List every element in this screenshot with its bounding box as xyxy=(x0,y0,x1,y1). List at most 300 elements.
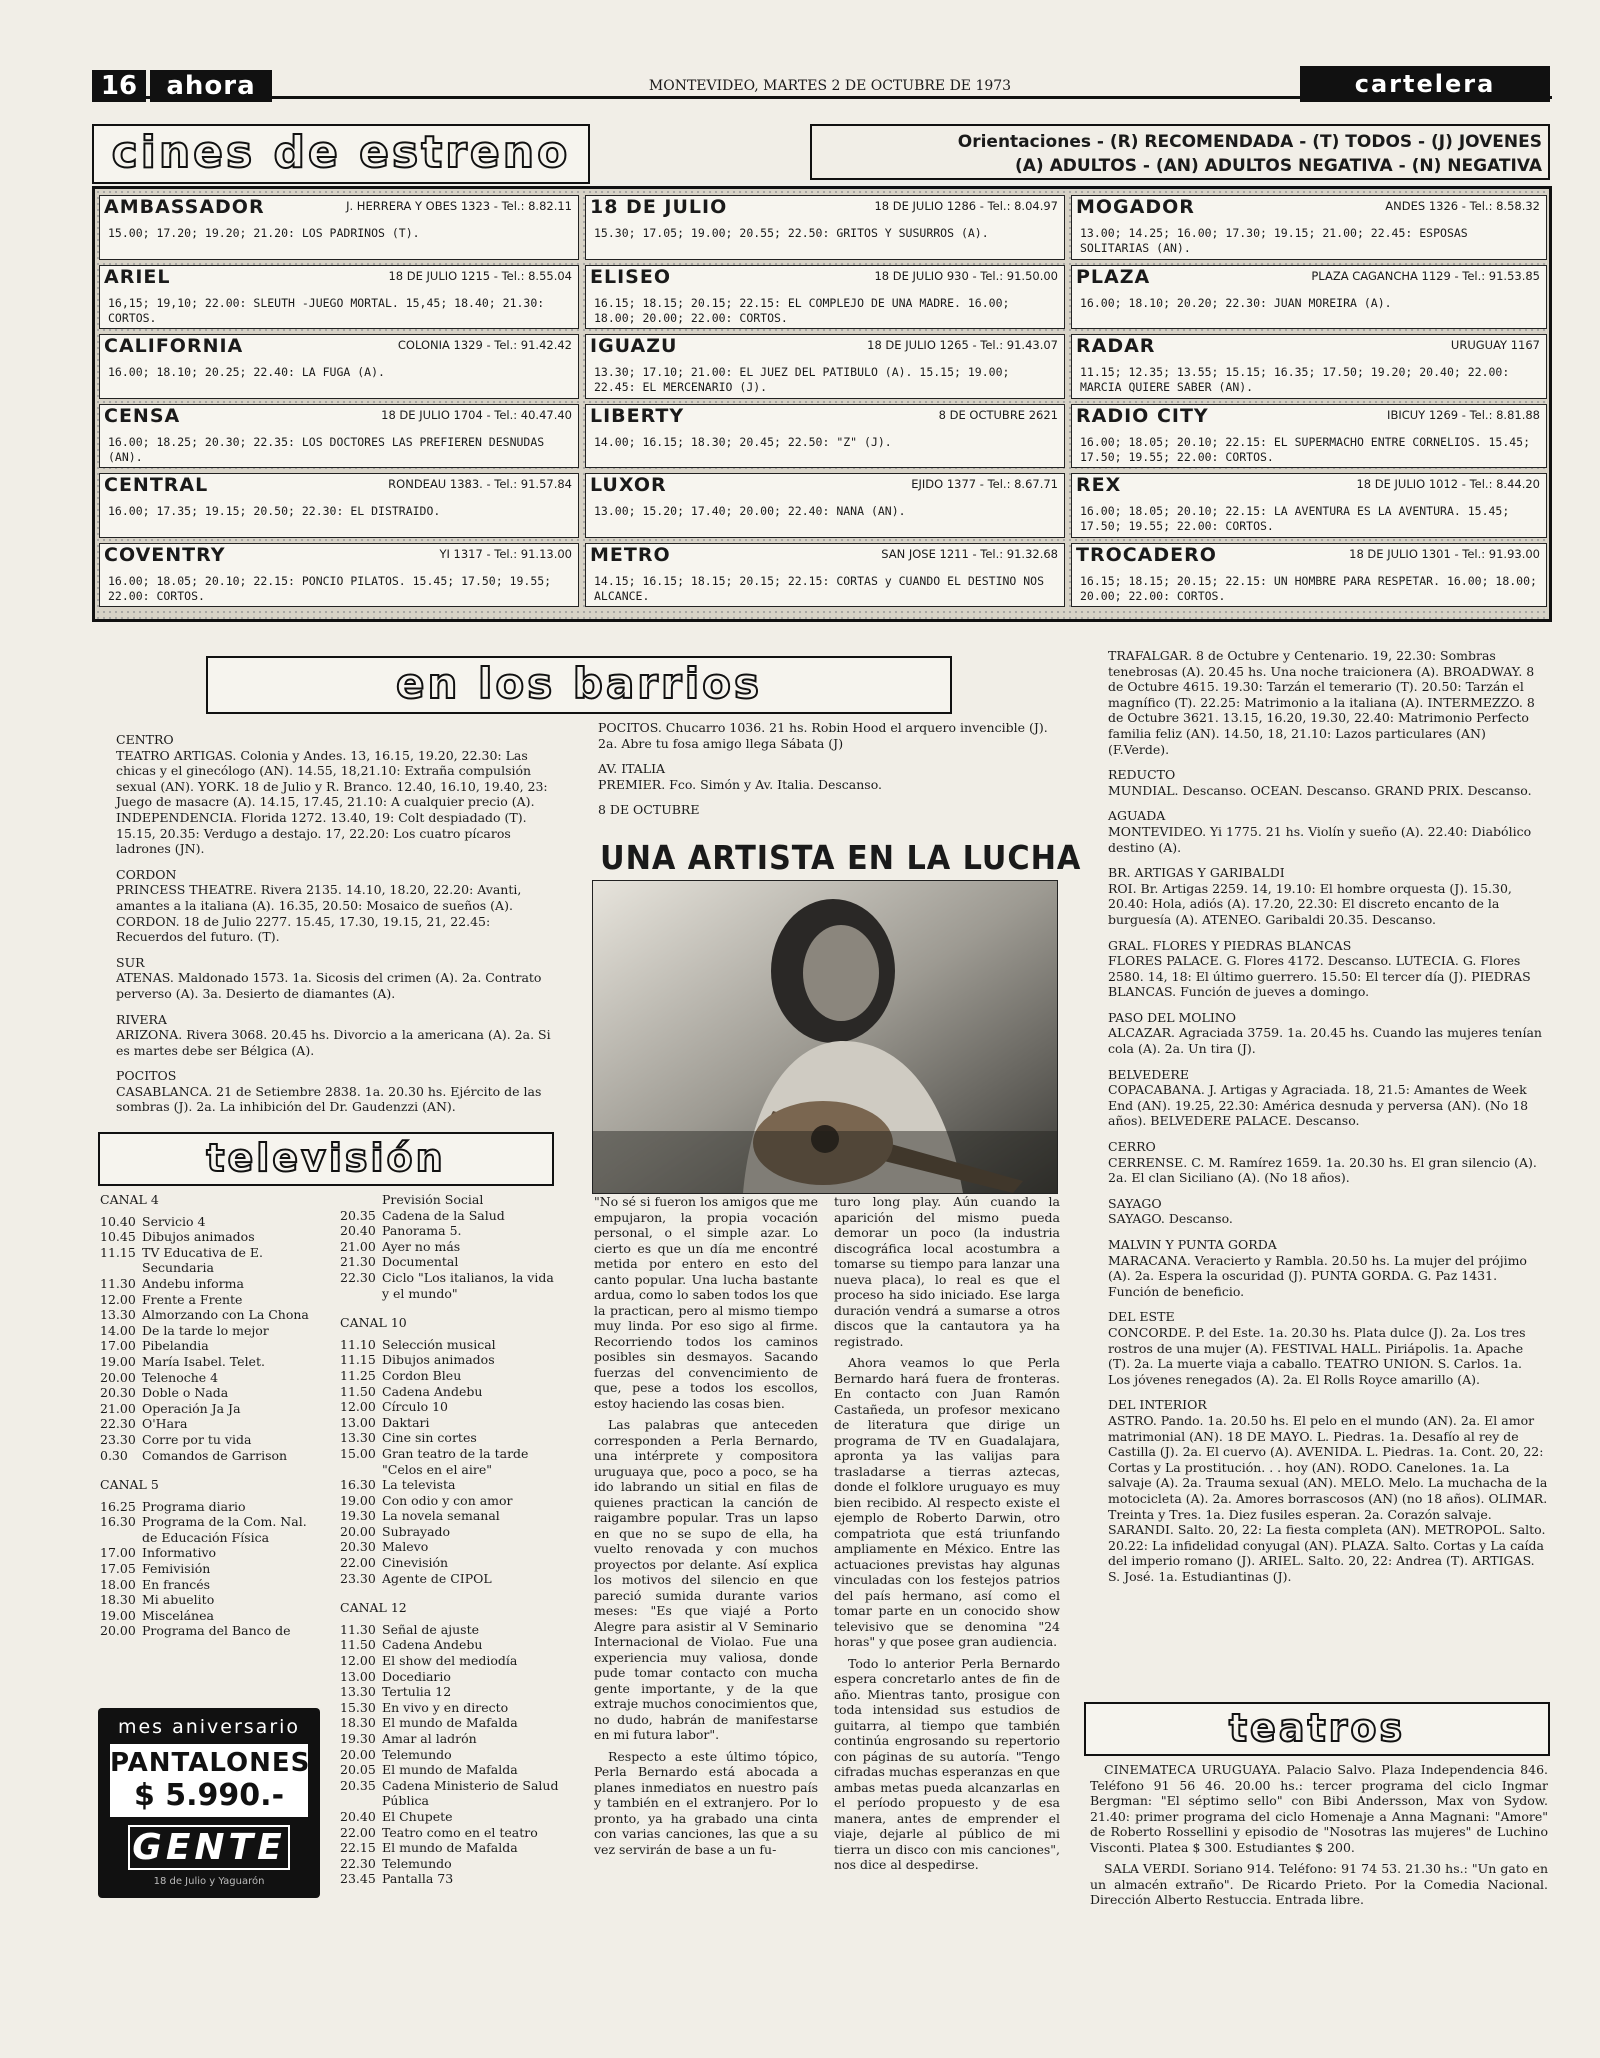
cine-address: IBICUY 1269 - Tel.: 8.81.88 xyxy=(1387,407,1540,422)
barrios-middle-column xyxy=(598,720,1062,818)
tv-program: Gran teatro de la tarde "Celos en el aire" xyxy=(382,1445,529,1477)
cine-schedule: 14.15; 16.15; 18.15; 20.15; 22.15: CORTAS y CUANDO EL DESTINO NOS ALCANCE. xyxy=(594,573,1045,603)
cine-name: 18 DE JULIO xyxy=(590,196,728,218)
tv-program: Telemundo xyxy=(382,1855,452,1871)
ad-footer: 18 de Julio y Yaguarón xyxy=(153,1876,265,1887)
tv-time: 12.00 xyxy=(340,1399,376,1415)
tv-program: Servicio 4 xyxy=(142,1213,206,1229)
tv-program: Cine sin cortes xyxy=(382,1430,477,1446)
cine-listing xyxy=(1071,195,1547,260)
tv-program: Mi abuelito xyxy=(142,1592,215,1608)
ad-item: PANTALONES xyxy=(110,1748,311,1778)
cine-listing xyxy=(1071,473,1547,538)
tv-program: El show del mediodía xyxy=(382,1653,518,1669)
tv-time: 22.30 xyxy=(340,1269,376,1285)
tv-program: Previsión Social xyxy=(382,1192,484,1207)
tv-time: 20.40 xyxy=(340,1808,376,1824)
tv-program: Señal de ajuste xyxy=(382,1621,480,1637)
tv-program: Cordon Bleu xyxy=(382,1367,462,1383)
barrio-heading: SAYAGO xyxy=(1108,1195,1162,1211)
cine-schedule: 16.00; 18.10; 20.25; 22.40: LA FUGA (A). xyxy=(108,365,385,379)
tv-program: Miscelánea xyxy=(142,1607,214,1623)
cine-schedule: 16.00; 18.10; 20.20; 22.30: JUAN MOREIRA (A). xyxy=(1080,295,1392,310)
tv-time: 19.30 xyxy=(340,1731,376,1746)
tv-program-row xyxy=(340,1384,560,1400)
tv-program: Programa del Banco de xyxy=(142,1623,291,1639)
tv-program-row xyxy=(340,1571,560,1587)
barrio-heading: MALVIN Y PUNTA GORDA xyxy=(1108,1237,1277,1252)
tv-time: 11.15 xyxy=(100,1244,136,1260)
tv-program-row xyxy=(100,1432,322,1448)
tv-time: 16.30 xyxy=(100,1514,136,1530)
article-paragraph: Las palabras que anteceden corresponden a Perla Bernardo, una intérprete y compositora uruguaya que, poco a poco, se ha ido labrando un sitial en filas de quienes practican la canción de raigambre popular. Tras un lapso en que no se supo de ella, ha vuelto renovada y con muchos proyectos por delante. Así explica los motivos del silencio en que pareció sumida durante varios meses: "Es que viajé a Porto Alegre para asistir al V Seminario Internacional de Violao. Fue una experiencia muy valiosa, donde pude tomar contacto con mucha gente importante, y de la que extraje muchos conocimientos que, no dudo, habrán de manifestarse en mi futura labor". xyxy=(594,1417,818,1742)
cine-listing xyxy=(99,195,579,260)
tv-time: 11.15 xyxy=(340,1352,376,1368)
section-tag: cartelera xyxy=(1300,66,1550,102)
barrio-listing: CERRENSE. C. M. Ramírez 1659. 1a. 20.30 hs. El gran silencio (A). 2a. El clan Siciliano (A). (No 18 años). xyxy=(1108,1154,1537,1186)
tv-time: 22.00 xyxy=(340,1824,376,1840)
barrio-listing: ATENAS. Maldonado 1573. 1a. Sicosis del crimen (A). 2a. Contrato perverso (A). 3a. Desierto de diamantes (A). xyxy=(116,970,542,1001)
tv-program-row xyxy=(340,1508,560,1524)
tv-program-row xyxy=(340,1669,560,1685)
article-paragraph: turo long play. Aún cuando la aparición del mismo pueda demorar un poco (la industria discográfica local acostumbra a tomarse su tiempo para lanzar una nueva placa), lo real es que el proceso ha sido iniciado. Ese larga duración vendrá a sumarse a otros discos que la cantautora ya ha registrado. xyxy=(834,1194,1060,1349)
tv-program: Comandos de Garrison xyxy=(142,1447,288,1463)
tv-time: 20.40 xyxy=(340,1223,376,1239)
ad-brand: GENTE xyxy=(128,1825,290,1870)
tv-program: Círculo 10 xyxy=(382,1399,448,1415)
tv-time: 11.10 xyxy=(340,1336,376,1352)
tv-program: Subrayado xyxy=(382,1523,451,1539)
tv-program: Tertulia 12 xyxy=(382,1684,452,1700)
tv-program-row xyxy=(100,1416,322,1432)
tv-program: Teatro como en el teatro xyxy=(382,1824,538,1840)
tv-program-row xyxy=(340,1731,560,1747)
tv-time: 23.30 xyxy=(100,1431,136,1447)
cine-address: URUGUAY 1167 xyxy=(1450,338,1540,352)
cine-name: LUXOR xyxy=(590,474,667,496)
barrio-heading: DEL ESTE xyxy=(1108,1309,1175,1325)
cines-title: cines de estreno xyxy=(92,124,590,184)
cine-name: AMBASSADOR xyxy=(104,196,265,218)
tv-time: 22.30 xyxy=(100,1416,136,1432)
tv-program: TV Educativa de E. Secundaria xyxy=(142,1244,263,1276)
tv-time: 10.40 xyxy=(100,1213,136,1229)
tv-time: 21.00 xyxy=(340,1238,376,1254)
tv-time: 17.05 xyxy=(100,1561,136,1577)
barrios-right-column xyxy=(1108,648,1548,1584)
tv-time: 20.35 xyxy=(340,1777,376,1793)
woman-with-guitar-image xyxy=(593,881,1057,1193)
teatro-listing: SALA VERDI. Soriano 914. Teléfono: 91 74 53. 21.30 hs.: "Un gato en un almacén extraño". De Ricardo Prieto. Por la Comedia Nacional. Dirección Alberto Restuccia. Entrada libre. xyxy=(1090,1861,1548,1907)
barrio-listing: POCITOS. Chucarro 1036. 21 hs. Robin Hood el arquero invencible (J). 2a. Abre tu fosa amigo llega Sábata (J) xyxy=(598,720,1048,751)
teatros-body xyxy=(1090,1762,1548,1914)
cine-schedule: 16.00; 18.05; 20.10; 22.15: PONCIO PILATOS. 15.45; 17.50; 19.55; 22.00: CORTOS. xyxy=(108,573,552,603)
barrio-listing: CASABLANCA. 21 de Setiembre 2838. 1a. 20.30 hs. Ejército de las sombras (J). 2a. La inhibición del Dr. Gaudenzzi (AN). xyxy=(116,1083,542,1115)
tv-time: 20.00 xyxy=(340,1746,376,1762)
barrio-listing: TRAFALGAR. 8 de Octubre y Centenario. 19, 22.30: Sombras tenebrosas (A). 20.45 hs. Una noche traicionera (A). BROADWAY. 8 de Octubre 4615. 19.30: Tarzán el temerario (T). 20.50: Tarzán el magnífico (T). 22.25: Matrimonio a la italiana (A). INTERMEZZO. 8 de Octubre 3621. 13.15, 16.20, 19.30, 22.40: Matrimonio Perfecto familia feliz (AN). 14.50, 18, 21.10: Lazos particulares (AN) (F.Verde). xyxy=(1108,648,1535,757)
tv-time: 10.45 xyxy=(100,1229,136,1245)
cine-listing xyxy=(585,404,1065,469)
cine-schedule: 16.00; 18.05; 20.10; 22.15: LA AVENTURA ES LA AVENTURA. 15.45; 17.50; 19.55; 22.00: CORTOS. xyxy=(1080,504,1510,533)
tv-time: 18.30 xyxy=(340,1715,376,1731)
barrio-heading: POCITOS xyxy=(116,1068,177,1084)
tv-program-row xyxy=(340,1415,560,1431)
article-paragraph: Todo lo anterior Perla Bernardo espera concretarlo antes de fin de año. Mientras tanto, prosigue con toda intensidad sus estudios de guitarra, al tiempo que también continúa engrosando su repertorio con páginas de su autoría. "Tengo cifradas muchas esperanzas en que ambas metas pueda alcanzarlas en el período propuesto y de esa manera, antes de emprender el viaje, dejarle al público de mi tierra un disco con mis canciones", nos dice al despedirse. xyxy=(834,1655,1060,1872)
cine-schedule: 16.15; 18.15; 20.15; 22.15: UN HOMBRE PARA RESPETAR. 16.00; 18.00; 20.00; 22.00: CORTOS. xyxy=(1080,573,1537,603)
tv-program: Femivisión xyxy=(142,1561,211,1577)
tv-program-row xyxy=(340,1446,560,1477)
tv-program-row xyxy=(100,1608,322,1624)
cine-address: 8 DE OCTUBRE 2621 xyxy=(938,407,1058,422)
barrio-heading: CORDON xyxy=(116,866,177,882)
tv-program-row xyxy=(340,1192,560,1208)
tv-program-row xyxy=(100,1448,322,1464)
tv-program: Operación Ja Ja xyxy=(142,1400,241,1416)
cine-name: CENSA xyxy=(104,404,181,427)
cine-schedule: 14.00; 16.15; 18.30; 20.45; 22.50: "Z" (J). xyxy=(594,434,892,449)
cine-listing xyxy=(1071,334,1547,399)
tv-time: 21.00 xyxy=(100,1400,136,1416)
tv-program-row xyxy=(100,1354,322,1370)
barrio-heading: BELVEDERE xyxy=(1108,1066,1189,1082)
barrio-heading: GRAL. FLORES Y PIEDRAS BLANCAS xyxy=(1108,937,1352,953)
tv-program-row xyxy=(340,1208,560,1224)
cine-listing xyxy=(585,334,1065,399)
tv-time: 23.30 xyxy=(340,1570,376,1586)
tv-program: Agente de CIPOL xyxy=(382,1570,492,1586)
tv-program: Informativo xyxy=(142,1545,217,1561)
tv-program-row xyxy=(340,1715,560,1731)
tv-title: televisión xyxy=(98,1132,554,1186)
tv-program: Cadena Ministerio de Salud Pública xyxy=(382,1777,559,1809)
barrio-listing: MARACANA. Veracierto y Rambla. 20.50 hs. La mujer del prójimo (A). 2a. Espera la oscuridad (J). PUNTA GORDA. G. Paz 1431. Función de beneficio. xyxy=(1108,1252,1527,1299)
article-paragraph: Ahora veamos lo que Perla Bernardo hará fuera de fronteras. En contacto con Juan Ramón Castañeda, un profesor mexicano de literatura que dirige un programa de TV en Guadalajara, apronta ya las valijas para trasladarse a tierras aztecas, donde el folklore uruguayo es muy bien recibido. Al respecto existe el ejemplo de Roberto Darwin, otro compatriota que está triunfando ampliamente en México. Entre las actuaciones previstas hay algunas vinculadas con los festejos patrios del país hermano, así como el tomar parte en un conocido show televisivo que se denomina "24 horas" y que posee gran audiencia. xyxy=(834,1355,1060,1649)
cine-name: CALIFORNIA xyxy=(104,335,244,357)
tv-time: 11.25 xyxy=(340,1367,376,1383)
tv-program: El mundo de Mafalda xyxy=(382,1840,518,1856)
barrio-listing: PRINCESS THEATRE. Rivera 2135. 14.10, 18.20, 22.20: Avanti, amantes a la italiana (A). 16.35, 20.50: Mosaico de sueños (A). CORDON. 18 de Julio 2277. 15.45, 17.30, 19.15, 21, 22.45: Recuerdos del futuro. (T). xyxy=(116,882,522,945)
tv-time: 13.30 xyxy=(340,1430,376,1446)
tv-program-row xyxy=(340,1684,560,1700)
tv-program: Ayer no más xyxy=(382,1238,461,1254)
barrio-listing: PREMIER. Fco. Simón y Av. Italia. Descanso. xyxy=(598,776,882,792)
cine-address: EJIDO 1377 - Tel.: 8.67.71 xyxy=(911,477,1058,491)
barrio-listing: CONCORDE. P. del Este. 1a. 20.30 hs. Plata dulce (J). 2a. Los tres rostros de una mujer (A). FESTIVAL HALL. Piriápolis. 1a. Apache (T). 2a. La muerte viaja a caballo. TEATRO UNION. S. Carlos. 1a. Los jóvenes renegados (A). 2a. El Rolls Royce amarillo (A). xyxy=(1108,1324,1526,1387)
orientaciones-line-1: Orientaciones - (R) RECOMENDADA - (T) TODOS - (J) JOVENES xyxy=(957,132,1542,152)
barrio-listing: COPACABANA. J. Artigas y Agraciada. 18, 21.5: Amantes de Week End (AN). 19.25, 22.30: América desnuda y perversa (AN). (No 18 años). BELVEDERE PALACE. Descanso. xyxy=(1108,1082,1529,1129)
tv-time: 19.00 xyxy=(340,1492,376,1508)
cine-listing xyxy=(99,543,579,608)
cine-listing xyxy=(585,195,1065,260)
cine-address: SAN JOSE 1211 - Tel.: 91.32.68 xyxy=(881,546,1058,561)
tv-program: Selección musical xyxy=(382,1336,496,1352)
dateline: MONTEVIDEO, MARTES 2 DE OCTUBRE DE 1973 xyxy=(648,78,1012,94)
tv-program-row xyxy=(340,1270,560,1301)
article-headline: UNA ARTISTA EN LA LUCHA xyxy=(600,838,1082,877)
tv-program-row xyxy=(340,1825,560,1841)
tv-program-row xyxy=(340,1856,560,1872)
tv-program: Doble o Nada xyxy=(142,1385,229,1401)
tv-program-row xyxy=(100,1214,322,1230)
tv-time: 11.30 xyxy=(100,1275,136,1291)
cine-schedule: 13.00; 14.25; 16.00; 17.30; 19.15; 21.00; 22.45: ESPOSAS SOLITARIAS (AN). xyxy=(1080,226,1468,255)
tv-program: María Isabel. Telet. xyxy=(142,1353,265,1369)
tv-program: O'Hara xyxy=(142,1416,188,1432)
tv-program-row xyxy=(340,1653,560,1669)
tv-program-row xyxy=(340,1254,560,1270)
tv-program-row xyxy=(100,1561,322,1577)
barrios-title: en los barrios xyxy=(206,656,952,714)
tv-program: Daktari xyxy=(382,1414,430,1430)
article-column-1 xyxy=(594,1194,818,1863)
cine-name: ARIEL xyxy=(104,265,171,288)
cine-schedule: 16.15; 18.15; 20.15; 22.15: EL COMPLEJO DE UNA MADRE. 16.00; 18.00; 20.00; 22.00: CORTOS. xyxy=(594,295,1010,325)
barrio-listing: ROI. Br. Artigas 2259. 14, 19.10: El hombre orquesta (J). 15.30, 20.40: Hola, adiós (A). 17.20, 22.30: El discreto encanto de la burguesía (A). ATENEO. Garibaldi 20.35. Descanso. xyxy=(1108,880,1512,927)
tv-time: 18.30 xyxy=(100,1592,136,1608)
tv-program: El Chupete xyxy=(382,1808,453,1824)
tv-time: 22.00 xyxy=(340,1555,376,1571)
cine-schedule: 13.00; 15.20; 17.40; 20.00; 22.40: NANA (AN). xyxy=(594,504,906,518)
tv-time: 20.30 xyxy=(340,1539,376,1555)
cine-listing xyxy=(99,265,579,330)
cine-listing xyxy=(1071,265,1547,330)
cine-address: 18 DE JULIO 1704 - Tel.: 40.47.40 xyxy=(381,407,572,422)
tv-time: 13.30 xyxy=(340,1684,376,1700)
tv-program-row xyxy=(340,1622,560,1638)
barrio-listing: MUNDIAL. Descanso. OCEAN. Descanso. GRAND PRIX. Descanso. xyxy=(1108,782,1532,798)
tv-column-2 xyxy=(340,1192,560,1887)
tv-program-row xyxy=(100,1338,322,1354)
tv-channel-heading: CANAL 10 xyxy=(340,1315,407,1331)
cine-schedule: 13.30; 17.10; 21.00: EL JUEZ DEL PATIBULO (A). 15.15; 19.00; 22.45: EL MERCENARIO (J). xyxy=(594,365,1010,394)
cine-name: PLAZA xyxy=(1076,265,1151,288)
cine-schedule: 15.00; 17.20; 19.20; 21.20: LOS PADRINOS (T). xyxy=(108,226,420,240)
tv-program-row xyxy=(340,1778,560,1809)
tv-time: 20.00 xyxy=(100,1369,136,1385)
tv-program: El mundo de Mafalda xyxy=(382,1715,518,1731)
tv-time: 20.00 xyxy=(340,1523,376,1539)
tv-program-row xyxy=(340,1700,560,1716)
barrio-heading: AGUADA xyxy=(1108,808,1166,824)
newspaper-logo: ahora xyxy=(150,70,272,102)
tv-program-row xyxy=(340,1871,560,1887)
tv-program: Documental xyxy=(382,1254,459,1270)
cine-name: REX xyxy=(1076,474,1122,496)
tv-time: 15.30 xyxy=(340,1699,376,1715)
cine-address: 18 DE JULIO 1012 - Tel.: 8.44.20 xyxy=(1356,477,1540,491)
tv-program-row xyxy=(340,1493,560,1509)
tv-program-row xyxy=(100,1623,322,1639)
tv-time xyxy=(340,1192,382,1208)
barrio-heading: SUR xyxy=(116,954,145,970)
orientaciones-box xyxy=(810,124,1550,180)
cine-listing xyxy=(99,404,579,469)
tv-time: 19.30 xyxy=(340,1508,376,1524)
tv-program: Telenoche 4 xyxy=(142,1369,219,1385)
cine-listing xyxy=(585,543,1065,608)
cine-schedule: 16.00; 18.05; 20.10; 22.15: EL SUPERMACHO ENTRE CORNELIOS. 15.45; 17.50; 19.55; 22.00: CORTOS. xyxy=(1080,434,1531,464)
tv-program-row xyxy=(100,1323,322,1339)
cine-name: METRO xyxy=(590,543,671,566)
barrio-heading: 8 DE OCTUBRE xyxy=(598,802,700,818)
tv-time: 15.00 xyxy=(340,1445,376,1461)
cine-name: RADIO CITY xyxy=(1076,404,1209,427)
tv-program: En francés xyxy=(142,1576,211,1592)
tv-time: 11.30 xyxy=(340,1621,376,1637)
tv-program: Cadena Andebu xyxy=(382,1383,483,1399)
cine-name: LIBERTY xyxy=(590,404,685,427)
ad-top-line: mes aniversario xyxy=(117,1716,301,1738)
tv-program-row xyxy=(100,1370,322,1386)
tv-program-row xyxy=(340,1399,560,1415)
tv-program-row xyxy=(100,1514,322,1545)
ad-price: $ 5.990.- xyxy=(133,1778,285,1813)
cine-address: YI 1317 - Tel.: 91.13.00 xyxy=(439,546,572,561)
tv-program-row xyxy=(340,1524,560,1540)
tv-time: 22.15 xyxy=(340,1840,376,1856)
cine-listing xyxy=(585,265,1065,330)
tv-time: 23.45 xyxy=(340,1871,376,1887)
tv-channel-heading: CANAL 5 xyxy=(100,1477,159,1493)
tv-program-row xyxy=(100,1545,322,1561)
tv-time: 17.00 xyxy=(100,1545,136,1561)
barrio-listing: ALCAZAR. Agraciada 3759. 1a. 20.45 hs. Cuando las mujeres tenían cola (A). 2a. Un tira (J). xyxy=(1108,1025,1542,1057)
teatros-title: teatros xyxy=(1084,1702,1550,1756)
tv-program-row xyxy=(340,1840,560,1856)
tv-program-row xyxy=(340,1430,560,1446)
tv-time: 13.30 xyxy=(100,1307,136,1323)
tv-program: Corre por tu vida xyxy=(142,1431,252,1447)
tv-program-row xyxy=(340,1747,560,1763)
cine-address: PLAZA CAGANCHA 1129 - Tel.: 91.53.85 xyxy=(1311,268,1540,283)
tv-program-row xyxy=(100,1577,322,1593)
cine-schedule: 11.15; 12.35; 13.55; 15.15; 16.35; 17.50; 19.20; 20.40; 22.00: MARCIA QUIERE SABER (AN). xyxy=(1080,365,1510,394)
tv-program: Pibelandia xyxy=(142,1338,209,1354)
tv-time: 22.30 xyxy=(340,1855,376,1871)
tv-time: 20.30 xyxy=(100,1385,136,1401)
barrio-listing: ARIZONA. Rivera 3068. 20.45 hs. Divorcio a la americana (A). 2a. Si es martes debe ser Bélgica (A). xyxy=(116,1027,551,1058)
tv-program: Frente a Frente xyxy=(142,1291,243,1307)
tv-time: 16.25 xyxy=(100,1498,136,1514)
tv-column-1 xyxy=(100,1192,322,1639)
tv-program: En vivo y en directo xyxy=(382,1699,509,1715)
tv-time: 19.00 xyxy=(100,1607,136,1623)
barrios-left-column xyxy=(116,722,558,1115)
tv-program: Pantalla 73 xyxy=(382,1871,454,1887)
tv-time: 0.30 xyxy=(100,1447,128,1463)
tv-program-row xyxy=(340,1477,560,1493)
tv-program-row xyxy=(340,1555,560,1571)
tv-program-row xyxy=(100,1229,322,1245)
tv-program: Docediario xyxy=(382,1668,451,1684)
cine-address: J. HERRERA Y OBES 1323 - Tel.: 8.82.11 xyxy=(346,199,572,213)
cine-listing xyxy=(99,473,579,538)
page-number: 16 xyxy=(92,70,146,102)
tv-program: Amar al ladrón xyxy=(382,1731,477,1746)
tv-time: 12.00 xyxy=(100,1291,136,1307)
tv-program-row xyxy=(340,1637,560,1653)
cines-grid xyxy=(92,186,1552,622)
tv-time: 17.00 xyxy=(100,1338,136,1354)
barrio-heading: PASO DEL MOLINO xyxy=(1108,1009,1236,1025)
barrio-heading: BR. ARTIGAS Y GARIBALDI xyxy=(1108,865,1285,881)
tv-program-row xyxy=(100,1292,322,1308)
tv-program: Dibujos animados xyxy=(142,1229,255,1245)
barrio-listing: FLORES PALACE. G. Flores 4172. Descanso. LUTECIA. G. Flores 2580. 14, 18: El último guerrero. 15.50: El tercer día (J). PIEDRAS BLANCAS. Función de jueves a domingo. xyxy=(1108,953,1531,1000)
cine-name: IGUAZU xyxy=(590,335,678,357)
tv-program: Almorzando con La Chona xyxy=(142,1307,309,1323)
tv-channel-heading: CANAL 12 xyxy=(340,1600,407,1616)
tv-time: 13.00 xyxy=(340,1668,376,1684)
teatro-listing: CINEMATECA URUGUAYA. Palacio Salvo. Plaza Independencia 846. Teléfono 91 56 46. 20.00 hs.: tercer programa del ciclo Ingmar Bergman: "El séptimo sello" con Bibi Andersson, Max von Sydow. 21.40: primer programa del ciclo Homenaje a Anna Magnani: "Amore" de Roberto Rossellini y episodio de "Nosotras las mujeres" de Luchino Visconti. Platea $ 300. Estudiantes $ 200. xyxy=(1090,1762,1548,1855)
cine-name: ELISEO xyxy=(590,265,671,288)
artist-photo xyxy=(592,880,1058,1194)
tv-program: Panorama 5. xyxy=(382,1223,462,1239)
barrio-listing: MONTEVIDEO. Yi 1775. 21 hs. Violín y sueño (A). 22.40: Diabólico destino (A). xyxy=(1108,823,1532,855)
barrio-heading: CERRO xyxy=(1108,1139,1156,1155)
tv-program-row xyxy=(340,1337,560,1353)
header-rule xyxy=(92,96,1552,99)
cine-address: RONDEAU 1383. - Tel.: 91.57.84 xyxy=(388,477,572,491)
cine-name: COVENTRY xyxy=(104,543,226,566)
barrio-heading: DEL INTERIOR xyxy=(1108,1397,1207,1413)
cine-address: 18 DE JULIO 930 - Tel.: 91.50.00 xyxy=(874,268,1058,283)
cine-address: 18 DE JULIO 1265 - Tel.: 91.43.07 xyxy=(867,338,1058,352)
barrio-heading: CENTRO xyxy=(116,732,174,747)
tv-program: Dibujos animados xyxy=(382,1352,495,1368)
cine-schedule: 16.00; 18.25; 20.30; 22.35: LOS DOCTORES LAS PREFIEREN DESNUDAS (AN). xyxy=(108,434,545,464)
tv-program-row xyxy=(340,1368,560,1384)
tv-program: La novela semanal xyxy=(382,1508,500,1524)
barrio-listing: TEATRO ARTIGAS. Colonia y Andes. 13, 16.15, 19.20, 22.30: Las chicas y el ginecólogo (AN). 14.55, 18,21.10: Extraña compulsión sexual (AN). YORK. 18 de Julio y R. Branco. 12.40, 16.10, 19.40, 23: Juego de masacre (A). 14.15, 17.45, 21.10: A cualquier precio (A). INDEPENDENCIA. Florida 1272. 13.40, 19: Colt despiadado (T). 15.15, 20.35: Verdugo a destajo. 17, 22.20: Los cuatro pícaros ladrones (JN). xyxy=(116,747,548,857)
tv-program: Telemundo xyxy=(382,1746,452,1762)
cine-name: CENTRAL xyxy=(104,474,209,496)
tv-program-row xyxy=(100,1276,322,1292)
tv-program: Malevo xyxy=(382,1539,429,1555)
tv-time: 18.00 xyxy=(100,1576,136,1592)
article-paragraph: Respecto a este último tópico, Perla Bernardo está abocada a planes inmediatos en nuestro país y también en el extranjero. Por lo pronto, ya ha grabado una cinta con varias canciones, las que a su vez servirán de base a un fu- xyxy=(594,1748,818,1857)
tv-time: 11.50 xyxy=(340,1383,376,1399)
tv-program-row xyxy=(340,1809,560,1825)
tv-time: 20.35 xyxy=(340,1207,376,1223)
cine-address: 18 DE JULIO 1215 - Tel.: 8.55.04 xyxy=(388,268,572,283)
tv-time: 12.00 xyxy=(340,1653,376,1669)
cine-name: MOGADOR xyxy=(1076,196,1195,218)
barrio-heading: REDUCTO xyxy=(1108,767,1176,783)
tv-program-row xyxy=(100,1245,322,1276)
tv-program: Ciclo "Los italianos, la vida y el mundo" xyxy=(382,1269,554,1301)
tv-program-row xyxy=(100,1401,322,1417)
cine-address: 18 DE JULIO 1301 - Tel.: 91.93.00 xyxy=(1349,546,1540,561)
cine-schedule: 16.00; 17.35; 19.15; 20.50; 22.30: EL DISTRAIDO. xyxy=(108,504,441,518)
cine-listing xyxy=(585,473,1065,538)
tv-program: La televista xyxy=(382,1477,456,1493)
cine-address: ANDES 1326 - Tel.: 8.58.32 xyxy=(1385,199,1540,213)
tv-program-row xyxy=(340,1762,560,1778)
barrio-listing: ASTRO. Pando. 1a. 20.50 hs. El pelo en el mundo (AN). 2a. El amor matrimonial (AN). 18 DE MAYO. L. Piedras. 1a. Desafío al rey de Castilla (J). 2a. El cuervo (A). AVENIDA. L. Piedras. 1a. Cont. 20, 22: Cortas y La prostitución. . . hoy (AN). RODO. Canelones. 1a. La salvaje (A). 2a. Trauma sexual (AN). MELO. Melo. La muchacha de la motocicleta (A). 2a. Amores borrascosos (AN) (no 18 años). OLIMAR. Treinta y Tres. 1a. Diez fusiles esperan. 2a. Corazón salvaje. SARANDI. Salto. 20, 22: La fiesta completa (AN). METROPOL. Salto. 20.22: La infidelidad conyugal (AN). PLAZA. Salto. Cortas y La caída del imperio romano (J). ARIEL. Salto. 20, 22: Andrea (T). ARTIGAS. S. José. 1a. Estudiantinas (J). xyxy=(1108,1412,1548,1584)
tv-program-row xyxy=(340,1239,560,1255)
tv-time: 20.05 xyxy=(340,1762,376,1778)
tv-time: 16.30 xyxy=(340,1477,376,1493)
tv-program: De la tarde lo mejor xyxy=(142,1322,269,1338)
tv-time: 21.30 xyxy=(340,1254,376,1270)
cine-address: COLONIA 1329 - Tel.: 91.42.42 xyxy=(397,338,572,352)
tv-time: 20.00 xyxy=(100,1623,136,1639)
tv-program: Con odio y con amor xyxy=(382,1492,513,1508)
cine-listing xyxy=(1071,404,1547,469)
tv-program: Cinevisión xyxy=(382,1555,449,1571)
tv-program: Andebu informa xyxy=(142,1275,244,1291)
